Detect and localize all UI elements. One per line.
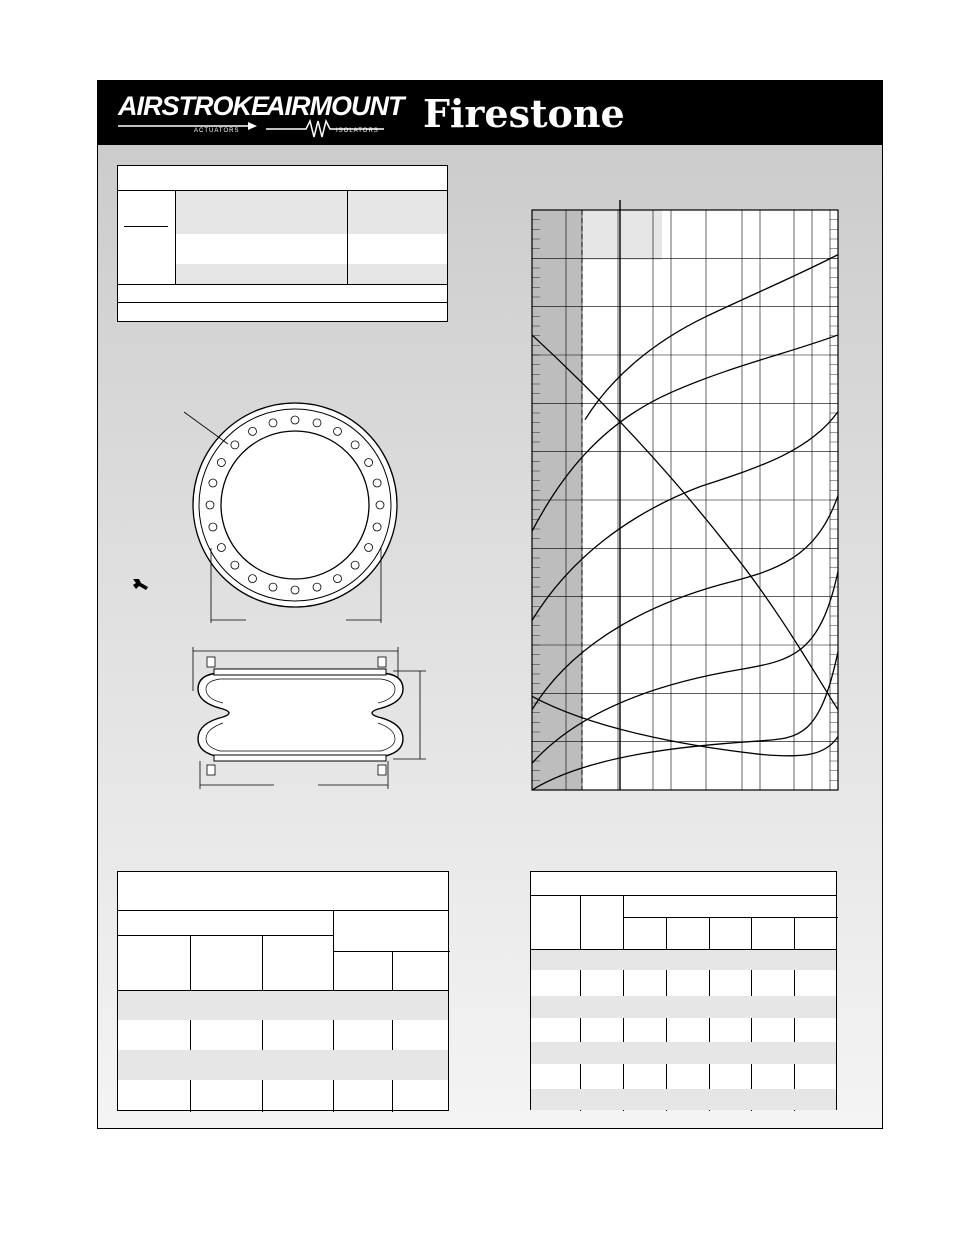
bolt-hole bbox=[291, 586, 299, 594]
bolt-hole bbox=[313, 583, 321, 591]
bolt-hole bbox=[291, 416, 299, 424]
bolt-hole bbox=[209, 523, 217, 531]
bolt-hole bbox=[217, 459, 225, 467]
bolt-hole bbox=[365, 459, 373, 467]
airmount-logo: AIRMOUNT bbox=[266, 91, 404, 121]
bolt-hole bbox=[373, 523, 381, 531]
airstroke-arrow-icon bbox=[118, 121, 258, 131]
datasheet-page bbox=[97, 80, 883, 1129]
force-table bbox=[530, 871, 837, 1110]
chart-shaded-label-region bbox=[582, 210, 662, 260]
bolt-hole bbox=[269, 419, 277, 427]
bolt-hole bbox=[217, 544, 225, 552]
load-table bbox=[117, 871, 449, 1111]
bolt-hole bbox=[209, 479, 217, 487]
bolt-hole bbox=[351, 441, 359, 449]
bolt-hole bbox=[249, 427, 257, 435]
performance-chart bbox=[530, 194, 842, 794]
bolt-hole bbox=[269, 583, 277, 591]
bolt-hole bbox=[231, 561, 239, 569]
bolt-hole bbox=[373, 479, 381, 487]
airmount-logo-sub: ISOLATORS bbox=[336, 128, 379, 134]
bolt-hole bbox=[249, 575, 257, 583]
wrench-icon bbox=[131, 576, 151, 592]
bolt-hole bbox=[351, 561, 359, 569]
firestone-logo: Firestone bbox=[423, 91, 625, 136]
bolt-hole bbox=[376, 501, 384, 509]
spec-table bbox=[117, 165, 448, 322]
bolt-hole bbox=[334, 575, 342, 583]
bolt-hole bbox=[334, 427, 342, 435]
bolt-hole bbox=[365, 544, 373, 552]
airstroke-logo-sub: ACTUATORS bbox=[194, 128, 240, 134]
bolt-hole bbox=[206, 501, 214, 509]
top-view-drawing bbox=[178, 401, 418, 631]
bolt-hole bbox=[231, 441, 239, 449]
bolt-hole bbox=[313, 419, 321, 427]
airstroke-logo: AIRSTROKE bbox=[118, 91, 269, 121]
airmount-zigzag-icon bbox=[266, 117, 386, 139]
side-view-drawing bbox=[188, 641, 448, 793]
brand-header bbox=[98, 81, 882, 145]
